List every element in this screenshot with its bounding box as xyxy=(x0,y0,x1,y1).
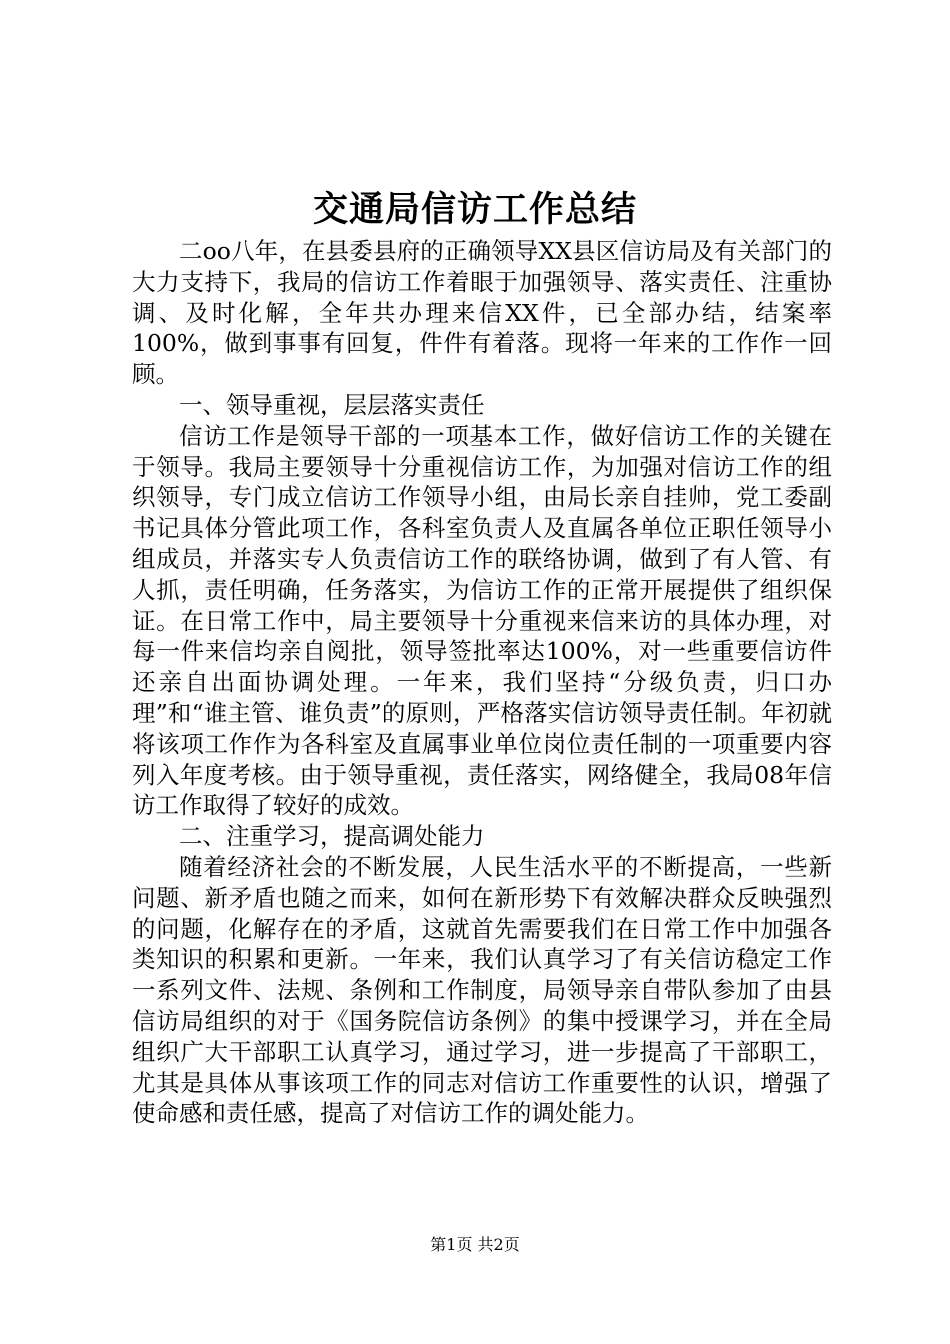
paragraph-section-1: 信访工作是领导干部的一项基本工作，做好信访工作的关键在于领导。我局主要领导十分重视信访工作，为加强对信访工作的组织领导，专门成立信访工作领导小组，由局长亲自挂帅，党工委副书记具体分管此项工作，各科室负责人及直属各单位正职任领导小组成员，并落实专人负责信访工作的联络协调，做到了有人管、有人抓，责任明确，任务落实，为信访工作的正常开展提供了组织保证。在日常工作中，局主要领导十分重视来信来访的具体办理，对每一件来信均亲自阅批，领导签批率达100%，对一些重要信访件还亲自出面协调处理。一年来，我们坚持“分级负责，归口办理”和“谁主管、谁负责”的原则，严格落实信访领导责任制。年初就将该项工作作为各科室及直属事业单位岗位责任制的一项重要内容列入年度考核。由于领导重视，责任落实，网络健全，我局08年信访工作取得了较好的成效。 xyxy=(132,421,832,820)
section-heading-2: 二、注重学习，提高调处能力 xyxy=(179,822,485,851)
document-body xyxy=(132,236,832,1129)
paragraph-section-2: 随着经济社会的不断发展，人民生活水平的不断提高，一些新问题、新矛盾也随之而来，如何在新形势下有效解决群众反映强烈的问题，化解存在的矛盾，这就首先需要我们在日常工作中加强各类知识的积累和更新。一年来，我们认真学习了有关信访稳定工作一系列文件、法规、条例和工作制度，局领导亲自带队参加了由县信访局组织的对于《国务院信访条例》的集中授课学习，并在全局组织广大干部职工认真学习，通过学习，进一步提高了干部职工，尤其是具体从事该项工作的同志对信访工作重要性的认识，增强了使命感和责任感，提高了对信访工作的调处能力。 xyxy=(132,852,832,1128)
page-footer: 第1页 共2页 xyxy=(430,1235,520,1254)
section-heading-1: 一、领导重视，层层落实责任 xyxy=(179,390,485,419)
paragraph-intro: 二oo八年，在县委县府的正确领导XX县区信访局及有关部门的大力支持下，我局的信访工作着眼于加强领导、落实责任、注重协调、及时化解，全年共办理来信XX件，已全部办结，结案率100%，做到事事有回复，件件有着落。现将一年来的工作作一回顾。 xyxy=(132,237,832,389)
document-title: 交通局信访工作总结 xyxy=(312,189,637,230)
